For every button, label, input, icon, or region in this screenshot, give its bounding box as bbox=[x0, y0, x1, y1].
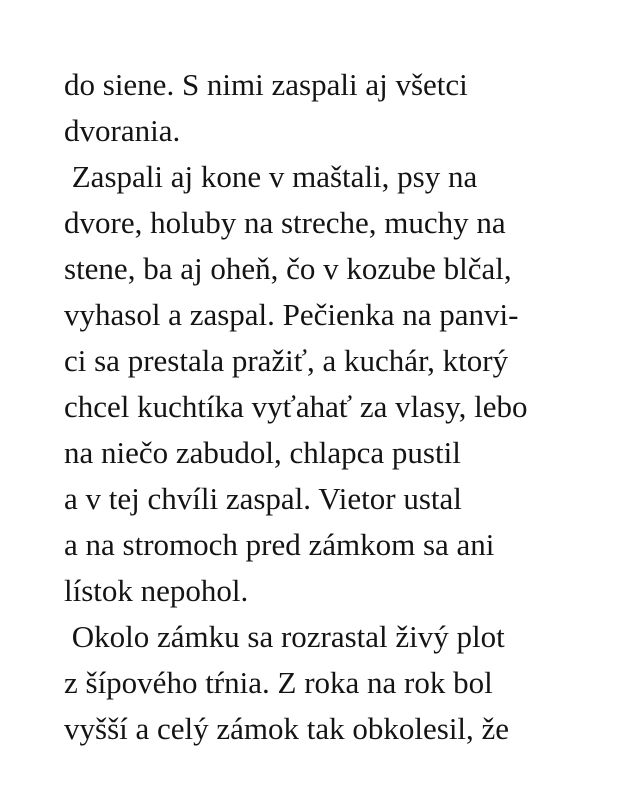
text-line: Okolo zámku sa rozrastal živý plot bbox=[64, 619, 505, 654]
text-line: z šípového tŕnia. Z roka na rok bol bbox=[64, 665, 493, 700]
text-line: dvorania. bbox=[64, 113, 181, 148]
text-line: ci sa prestala pražiť, a kuchár, ktorý bbox=[64, 343, 509, 378]
text-line: stene, ba aj oheň, čo v kozube blčal, bbox=[64, 251, 512, 286]
text-line: dvore, holuby na streche, muchy na bbox=[64, 205, 506, 240]
text-line: lístok nepohol. bbox=[64, 573, 249, 608]
text-line: do siene. S nimi zaspali aj všetci bbox=[64, 67, 468, 102]
text-line: chcel kuchtíka vyťahať za vlasy, lebo bbox=[64, 389, 528, 424]
text-line: vyhasol a zaspal. Pečienka na panvi- bbox=[64, 297, 519, 332]
text-line: a na stromoch pred zámkom sa ani bbox=[64, 527, 495, 562]
text-line: vyšší a celý zámok tak obkolesil, že bbox=[64, 711, 510, 746]
page-text bbox=[64, 62, 624, 752]
text-line: Zaspali aj kone v maštali, psy na bbox=[64, 159, 478, 194]
text-line: na niečo zabudol, chlapca pustil bbox=[64, 435, 461, 470]
text-line: a v tej chvíli zaspal. Vietor ustal bbox=[64, 481, 462, 516]
